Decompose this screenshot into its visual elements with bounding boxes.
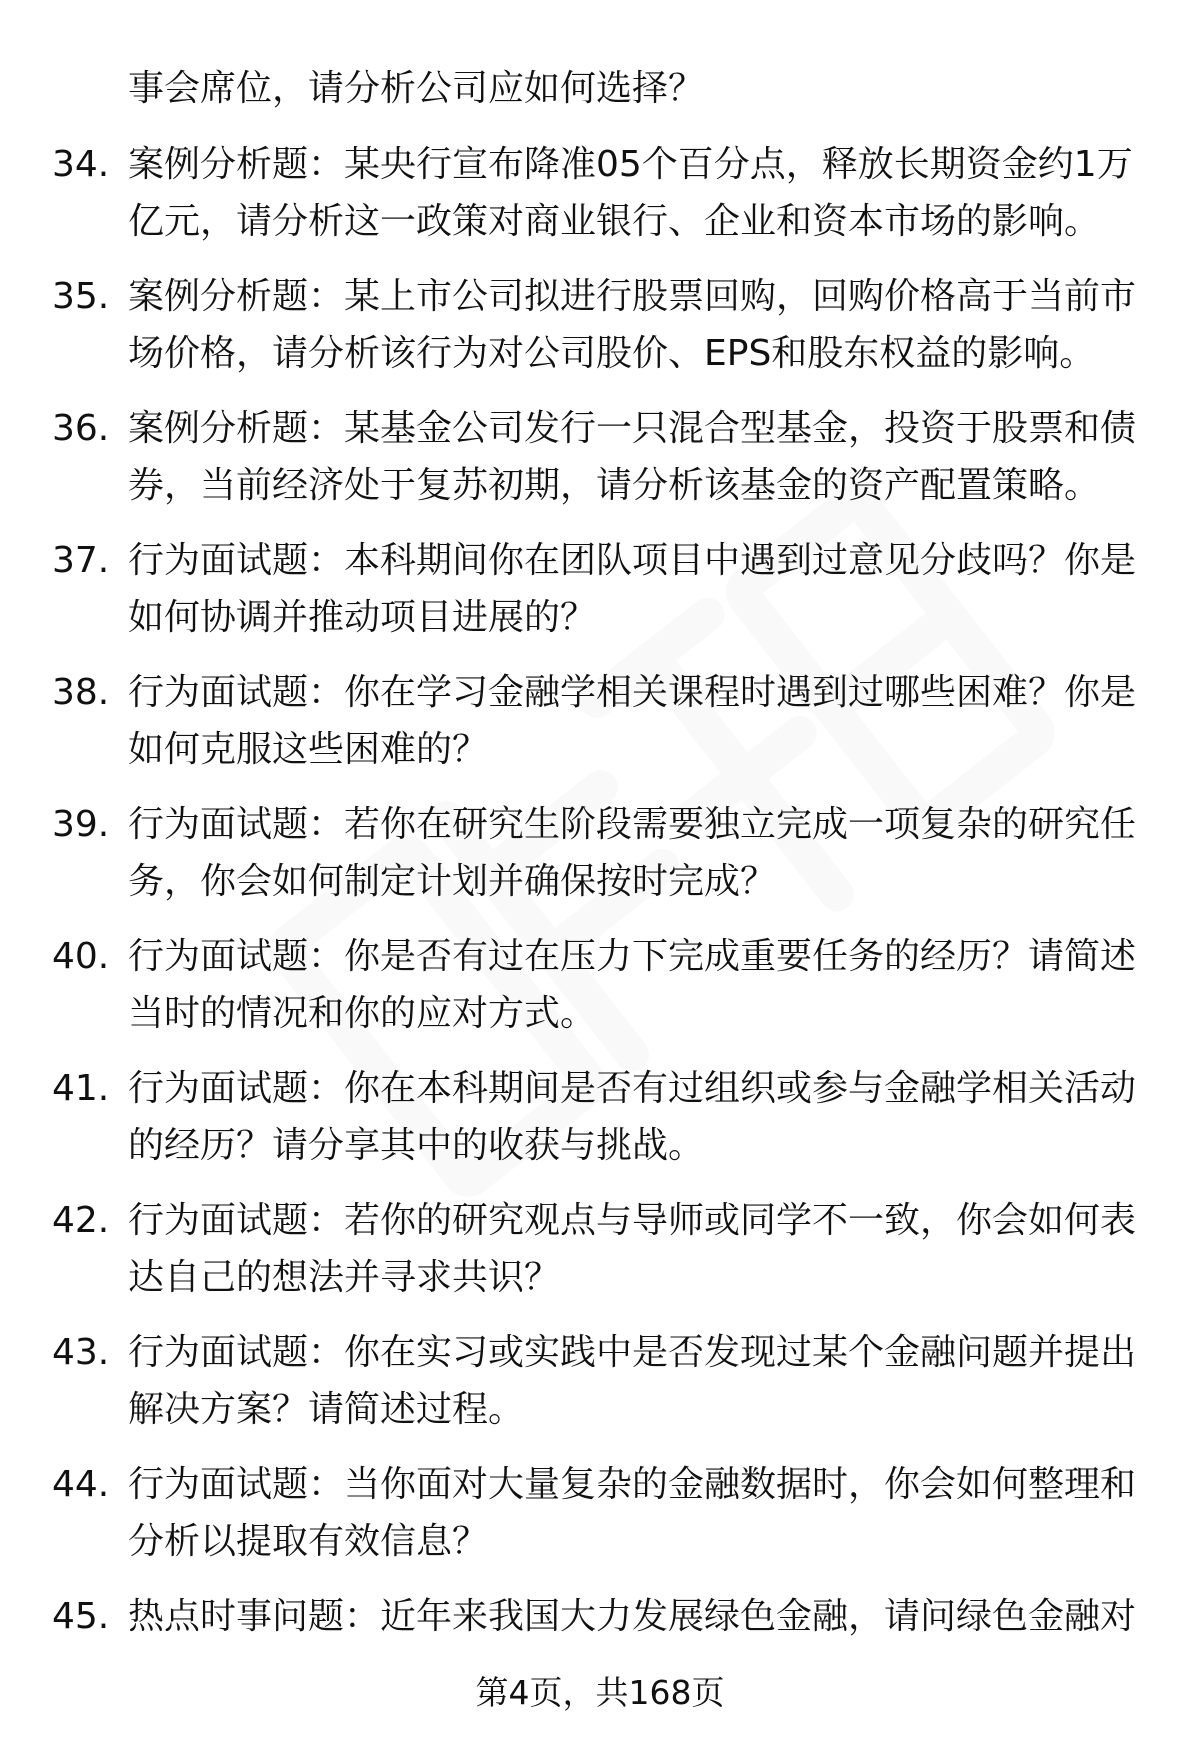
question-item-44 xyxy=(0,1456,1200,1588)
question-number: 35. xyxy=(52,276,110,317)
question-text-line: 达自己的想法并寻求共识？ xyxy=(128,1257,561,1298)
question-text-line: 行为面试题：若你的研究观点与导师或同学不一致，你会如何表 xyxy=(128,1200,1137,1241)
question-number: 37. xyxy=(52,540,110,581)
question-text-line: 案例分析题：某上市公司拟进行股票回购，回购价格高于当前市 xyxy=(128,276,1137,317)
question-item-38 xyxy=(0,664,1200,796)
question-text-line: 如何克服这些困难的？ xyxy=(128,729,489,770)
page-footer: 第4页，共168页 xyxy=(475,1673,725,1712)
question-text-line: 行为面试题：你在学习金融学相关课程时遇到过哪些困难？你是 xyxy=(128,672,1137,713)
question-item-35 xyxy=(0,268,1200,400)
question-text-line: 当时的情况和你的应对方式。 xyxy=(128,993,597,1034)
question-number: 39. xyxy=(52,804,110,845)
question-text-line: 行为面试题：你是否有过在压力下完成重要任务的经历？请简述 xyxy=(128,936,1137,977)
question-item-43 xyxy=(0,1324,1200,1456)
question-text-line: 券，当前经济处于复苏初期，请分析该基金的资产配置策略。 xyxy=(128,465,1101,506)
question-text-line: 行为面试题：你在本科期间是否有过组织或参与金融学相关活动 xyxy=(128,1068,1137,1109)
question-text-line: 案例分析题：某央行宣布降准05个百分点，释放长期资金约1万 xyxy=(128,144,1133,185)
question-number: 40. xyxy=(52,936,110,977)
continuation-line: 事会席位，请分析公司应如何选择？ xyxy=(128,68,705,109)
question-number: 45. xyxy=(52,1596,110,1637)
question-number: 43. xyxy=(52,1332,110,1373)
question-list xyxy=(0,136,1200,1720)
question-text-line: 案例分析题：某基金公司发行一只混合型基金，投资于股票和债 xyxy=(128,408,1137,449)
question-item-39 xyxy=(0,796,1200,928)
question-text-line: 解决方案？请简述过程。 xyxy=(128,1389,525,1430)
question-item-37 xyxy=(0,532,1200,664)
question-text-line: 如何协调并推动项目进展的？ xyxy=(128,597,597,638)
question-item-40 xyxy=(0,928,1200,1060)
question-text-line: 行为面试题：若你在研究生阶段需要独立完成一项复杂的研究任 xyxy=(128,804,1137,845)
question-item-41 xyxy=(0,1060,1200,1192)
question-number: 38. xyxy=(52,672,110,713)
question-text-line: 行为面试题：你在实习或实践中是否发现过某个金融问题并提出 xyxy=(128,1332,1137,1373)
question-text-line: 分析以提取有效信息？ xyxy=(128,1521,489,1562)
question-text-line: 场价格，请分析该行为对公司股价、EPS和股东权益的影响。 xyxy=(128,333,1096,374)
question-number: 42. xyxy=(52,1200,110,1241)
question-number: 41. xyxy=(52,1068,110,1109)
question-item-42 xyxy=(0,1192,1200,1324)
question-text-line: 的经历？请分享其中的收获与挑战。 xyxy=(128,1125,705,1166)
question-number: 44. xyxy=(52,1464,110,1505)
question-text-line: 行为面试题：本科期间你在团队项目中遇到过意见分歧吗？你是 xyxy=(128,540,1137,581)
question-text-line: 务，你会如何制定计划并确保按时完成？ xyxy=(128,861,777,902)
question-item-36 xyxy=(0,400,1200,532)
question-text-line: 行为面试题：当你面对大量复杂的金融数据时，你会如何整理和 xyxy=(128,1464,1137,1505)
question-text-line: 亿元，请分析这一政策对商业银行、企业和资本市场的影响。 xyxy=(128,201,1101,242)
question-text-line: 热点时事问题：近年来我国大力发展绿色金融，请问绿色金融对 xyxy=(128,1596,1137,1637)
question-number: 34. xyxy=(52,144,110,185)
question-number: 36. xyxy=(52,408,110,449)
question-item-34 xyxy=(0,136,1200,268)
